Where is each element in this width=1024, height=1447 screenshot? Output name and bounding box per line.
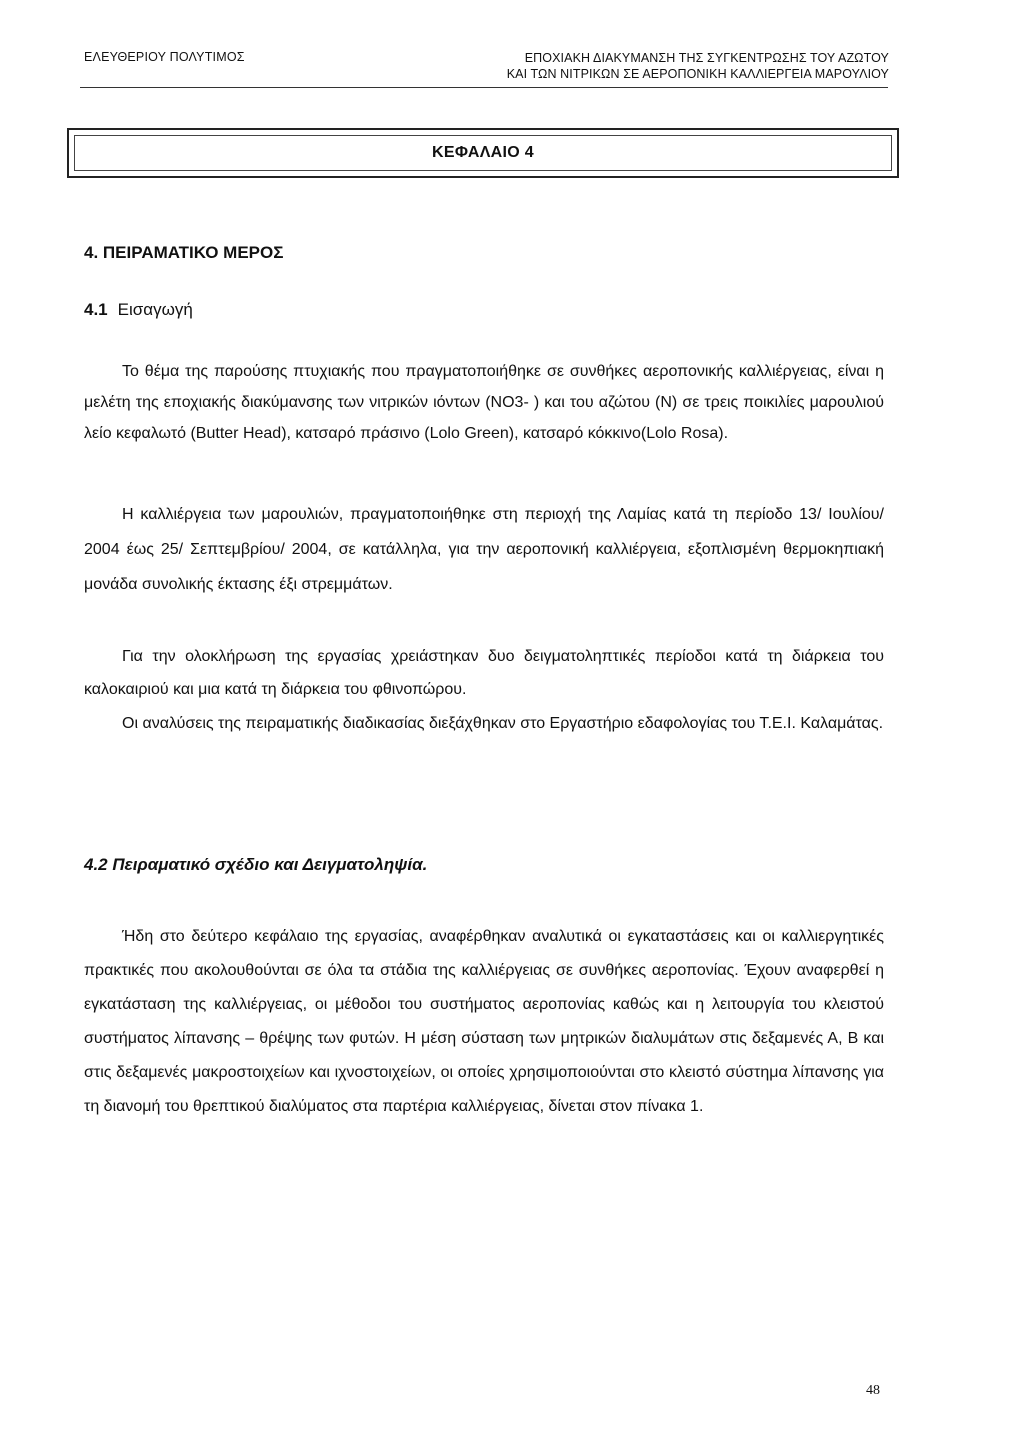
paragraph-intro-1 bbox=[84, 356, 884, 449]
paragraph-text: Η καλλιέργεια των μαρουλιών, πραγματοποιήθηκε στη περιοχή της Λαμίας κατά τη περίοδο 13/ Ιουλίου/ 2004 έως 25/ Σεπτεμβρίου/ 2004, σε κατάλληλα, για την αεροπονική καλλιέργεια, εξοπλισμένη θερμοκηπιακή μονάδα συνολικής έκτασης έξι στρεμμάτων. bbox=[84, 506, 884, 593]
section-heading: 4. ΠΕΙΡΑΜΑΤΙΚΟ ΜΕΡΟΣ bbox=[84, 243, 284, 262]
subsection-title: Εισαγωγή bbox=[117, 300, 193, 319]
chapter-box bbox=[67, 128, 899, 178]
subsection-heading-design: 4.2 Πειραματικό σχέδιο και Δειγματοληψία. bbox=[84, 855, 428, 874]
paragraph-text: Οι αναλύσεις της πειραματικής διαδικασίας διεξάχθηκαν στο Εργαστήριο εδαφολογίας του Τ.Ε.Ι. Καλαμάτας. bbox=[122, 715, 884, 732]
header-author: ΕΛΕΥΘΕΡΙΟΥ ΠΟΛΥΤΙΜΟΣ bbox=[84, 50, 245, 64]
header-rule bbox=[80, 87, 888, 88]
header-title-line1: ΕΠΟΧΙΑΚΗ ΔΙΑΚΥΜΑΝΣΗ ΤΗΣ ΣΥΓΚΕΝΤΡΩΣΗΣ ΤΟΥ ΑΖΩΤΟΥ bbox=[524, 51, 889, 65]
header-title-line2: ΚΑΙ ΤΩΝ ΝΙΤΡΙΚΩΝ ΣΕ ΑΕΡΟΠΟΝΙΚΗ ΚΑΛΛΙΕΡΓΕΙΑ ΜΑΡΟΥΛΙΟΥ bbox=[506, 67, 889, 81]
paragraph-intro-4 bbox=[84, 706, 884, 741]
chapter-title: ΚΕΦΑΛΑΙΟ 4 bbox=[432, 144, 534, 161]
subsection-number: 4.1 bbox=[84, 300, 108, 319]
paragraph-text: Ήδη στο δεύτερο κεφάλαιο της εργασίας, αναφέρθηκαν αναλυτικά οι εγκαταστάσεις και οι καλλιεργητικές πρακτικές που ακολουθούνται σε όλα τα στάδια της καλλιέργειας σε συνθήκες αεροπονίας. Έχουν αναφερθεί η εγκατάσταση της καλλιέργειας, οι μέθοδοι του συστήματος αεροπονίας καθώς και η λειτουργία του κλειστού συστήματος λίπανσης – θρέψης των φυτών. Η μέση σύσταση των μητρικών διαλυμάτων στις δεξαμενές Α, Β και στις δεξαμενές μακροστοιχείων και ιχνοστοιχείων, οι οποίες χρησιμοποιούνται στο κλειστό σύστημα λίπανσης για τη διανομή του θρεπτικού διαλύματος στα παρτέρια καλλιέργειας, δίνεται στον πίνακα 1. bbox=[84, 928, 884, 1115]
paragraph-text: Για την ολοκλήρωση της εργασίας χρειάστηκαν δυο δειγματοληπτικές περίοδοι κατά τη διάρκεια του καλοκαιριού και μια κατά τη διάρκεια του φθινοπώρου. bbox=[84, 648, 884, 698]
paragraph-intro-2 bbox=[84, 497, 884, 602]
header-title bbox=[507, 50, 889, 82]
paragraph-design bbox=[84, 920, 884, 1124]
paragraph-text: Το θέμα της παρούσης πτυχιακής που πραγματοποιήθηκε σε συνθήκες αεροπονικής καλλιέργειας, είναι η μελέτη της εποχιακής διακύμανσης των νιτρικών ιόντων (ΝΟ3- ) και του αζώτου (Ν) σε τρεις ποικιλίες μαρουλιού λείο κεφαλωτό (Butter Head), κατσαρό πράσινο (Lolo Green), κατσαρό κόκκινο(Lolo Rosa). bbox=[84, 363, 884, 442]
paragraph-intro-3 bbox=[84, 640, 884, 706]
subsection-heading-intro bbox=[84, 300, 193, 320]
page-number: 48 bbox=[866, 1383, 880, 1398]
